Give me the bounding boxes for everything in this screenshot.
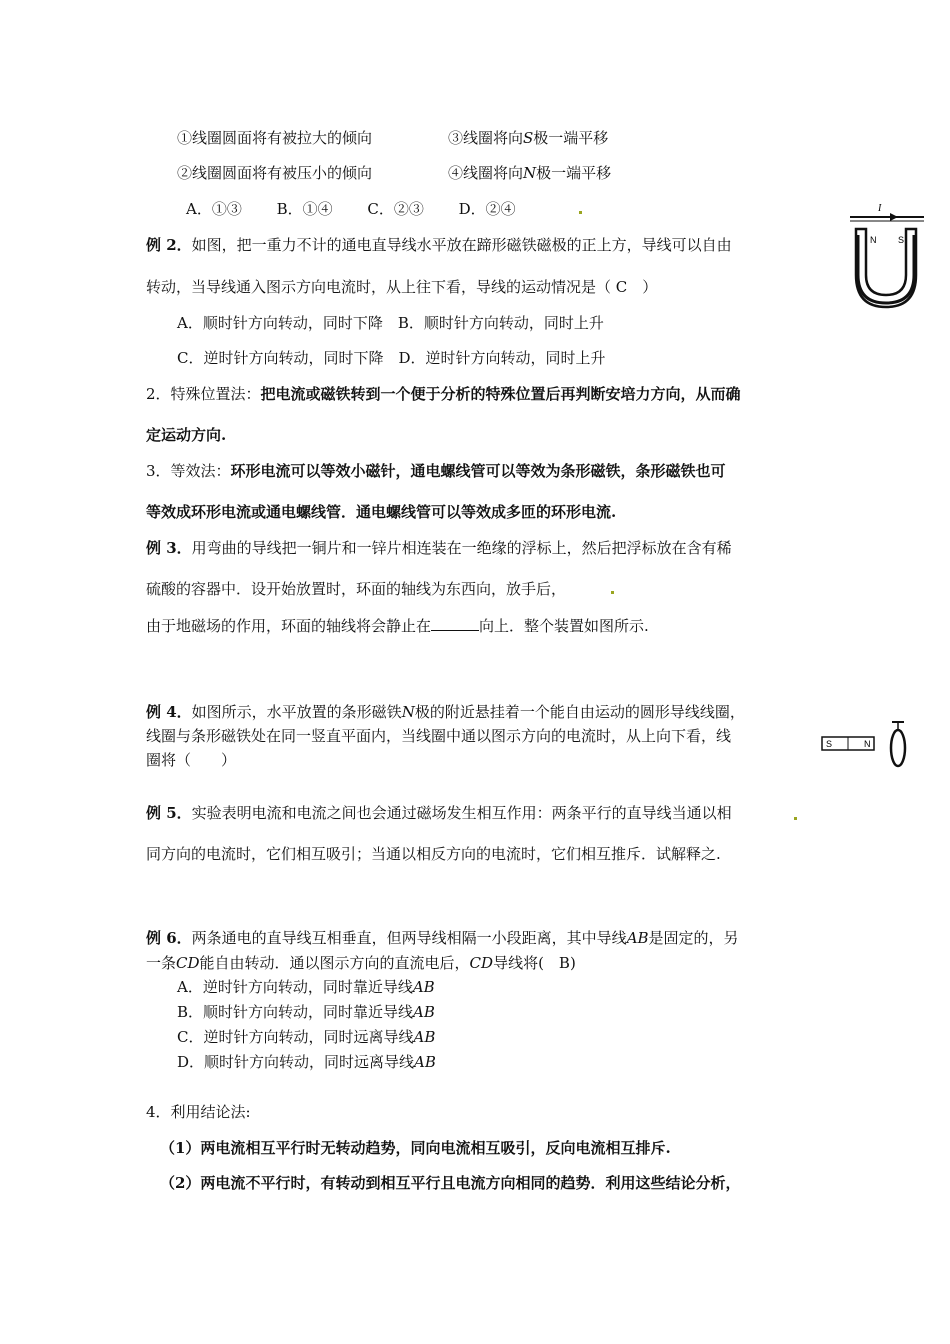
- method-3-line-2: 等效成环形电流或通电螺线管．通电螺线管可以等效成多匝的环形电流.: [146, 503, 617, 521]
- example-6-option-d: D．顺时针方向转动，同时远离导线AB: [177, 1053, 436, 1071]
- example-2-options-ab: A．顺时针方向转动，同时下降 B．顺时针方向转动，同时上升: [177, 314, 604, 332]
- conclusion-2: （2）两电流不平行时，有转动到相互平行且电流方向相同的趋势．利用这些结论分析，: [160, 1174, 741, 1192]
- example-2-line-2: 转动，当导线通入图示方向电流时，从上往下看，导线的运动情况是（ C ）: [146, 278, 658, 296]
- example-5-line-1: 例 5．实验表明电流和电流之间也会通过磁场发生相互作用：两条平行的直导线当通以相: [146, 804, 732, 822]
- example-6-option-b: B．顺时针方向转动，同时靠近导线AB: [177, 1003, 435, 1021]
- example-3-line-3: 由于地磁场的作用，环面的轴线将会静止在 向上．整个装置如图所示.: [146, 617, 649, 635]
- example-6-option-c: C．逆时针方向转动，同时远离导线AB: [177, 1028, 436, 1046]
- mark-dot: [794, 817, 797, 820]
- mark-dot: [611, 591, 614, 594]
- example-5-line-2: 同方向的电流时，它们相互吸引；当通以相反方向的电流时，它们相互推斥．试解释之.: [146, 845, 721, 863]
- south-pole-label: S: [898, 235, 905, 245]
- answer-choices: A．①③ B．①④ C．②③ D．②④: [186, 200, 516, 218]
- option-3: ③线圈将向S极一端平移: [448, 129, 609, 147]
- example-6-option-a: A．逆时针方向转动，同时靠近导线AB: [177, 978, 435, 996]
- option-1: ①线圈圆面将有被拉大的倾向: [177, 129, 373, 147]
- example-6-line-2: 一条CD能自由转动．通以图示方向的直流电后，CD导线将( B): [146, 954, 576, 972]
- example-2-line-1: 例 2．如图，把一重力不计的通电直导线水平放在蹄形磁铁磁极的正上方，导线可以自由: [146, 236, 732, 254]
- method-4-heading: 4．利用结论法:: [146, 1103, 251, 1121]
- method-3-line-1: 3．等效法：环形电流可以等效小磁针，通电螺线管可以等效为条形磁铁，条形磁铁也可: [146, 462, 726, 480]
- example-4-line-1: 例 4．如图所示，水平放置的条形磁铁N极的附近悬挂着一个能自由运动的圆形导线线圈，: [146, 703, 745, 721]
- method-2-line-1: 2．特殊位置法：把电流或磁铁转到一个便于分析的特殊位置后再判断安培力方向，从而确: [146, 385, 741, 403]
- example-4-line-3: 圈将（ ）: [146, 751, 237, 769]
- current-label: I: [878, 203, 882, 214]
- example-6-line-1: 例 6．两条通电的直导线互相垂直，但两导线相隔一小段距离，其中导线AB是固定的，另: [146, 929, 739, 947]
- example-3-line-1: 例 3．用弯曲的导线把一铜片和一锌片相连装在一绝缘的浮标上，然后把浮标放在含有稀: [146, 539, 732, 557]
- conclusion-1: （1）两电流相互平行时无转动趋势，同向电流相互吸引，反向电流相互排斥.: [160, 1139, 671, 1157]
- bar-magnet-coil-figure: [818, 720, 928, 770]
- option-2: ②线圈圆面将有被压小的倾向: [177, 164, 373, 182]
- mark-dot: [579, 211, 582, 214]
- bar-north-label: N: [864, 739, 871, 749]
- option-4: ④线圈将向N极一端平移: [448, 164, 612, 182]
- method-2-line-2: 定运动方向.: [146, 426, 227, 444]
- example-3-line-2: 硫酸的容器中．设开始放置时，环面的轴线为东西向，放手后，: [146, 580, 567, 598]
- example-4-line-2: 线圈与条形磁铁处在同一竖直平面内，当线圈中通以图示方向的电流时，从上向下看，线: [146, 727, 732, 745]
- horseshoe-magnet-figure: [846, 195, 928, 313]
- north-pole-label: N: [870, 235, 877, 245]
- bar-south-label: S: [826, 739, 833, 749]
- fill-blank: [431, 616, 479, 631]
- example-2-options-cd: C．逆时针方向转动，同时下降 D．逆时针方向转动，同时上升: [177, 349, 606, 367]
